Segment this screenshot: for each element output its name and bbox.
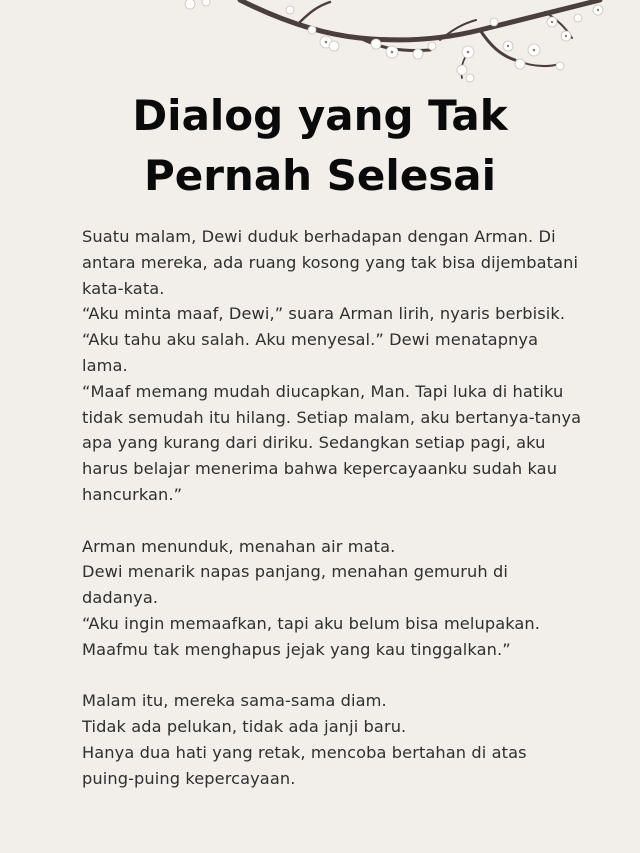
paragraph-spacer [82, 663, 582, 689]
story-paragraph: Dewi menarik napas panjang, menahan gemuruh di dadanya. [82, 562, 508, 608]
story-paragraph: Suatu malam, Dewi duduk berhadapan dengan Arman. Di antara mereka, ada ruang kosong yang tak bisa dijembatani kata-kata. [82, 227, 579, 298]
story-paragraph: “Aku ingin memaafkan, tapi aku belum bisa melupakan. Maafmu tak menghapus jejak yang kau tinggalkan.” [82, 613, 541, 659]
story-paragraph: “Aku tahu aku salah. Aku menyesal.” Dewi menatapnya lama. [82, 330, 539, 375]
story-paragraph: Tidak ada pelukan, tidak ada janji baru. [82, 717, 407, 737]
page-title-line-1: Dialog yang Tak [132, 91, 508, 140]
blossom-branch-icon [0, 0, 640, 90]
story-paragraph: Malam itu, mereka sama-sama diam. [82, 691, 387, 711]
story-body [82, 224, 582, 792]
story-paragraph: “Maaf memang mudah diucapkan, Man. Tapi luka di hatiku tidak semudah itu hilang. Setiap malam, aku bertanya-tanya apa yang kurang dari diriku. Sedangkan setiap pagi, aku harus belajar menerima bahwa kepercayaanku sudah kau hancurkan.” [82, 381, 582, 504]
page-title-line-2: Pernah Selesai [143, 151, 497, 200]
story-paragraph: Hanya dua hati yang retak, mencoba bertahan di atas puing-puing kepercayaan. [82, 742, 527, 788]
story-paragraph: “Aku minta maaf, Dewi,” suara Arman lirih, nyaris berbisik. [82, 304, 566, 324]
paragraph-spacer [82, 508, 582, 534]
story-paragraph: Arman menunduk, menahan air mata. [82, 536, 396, 556]
